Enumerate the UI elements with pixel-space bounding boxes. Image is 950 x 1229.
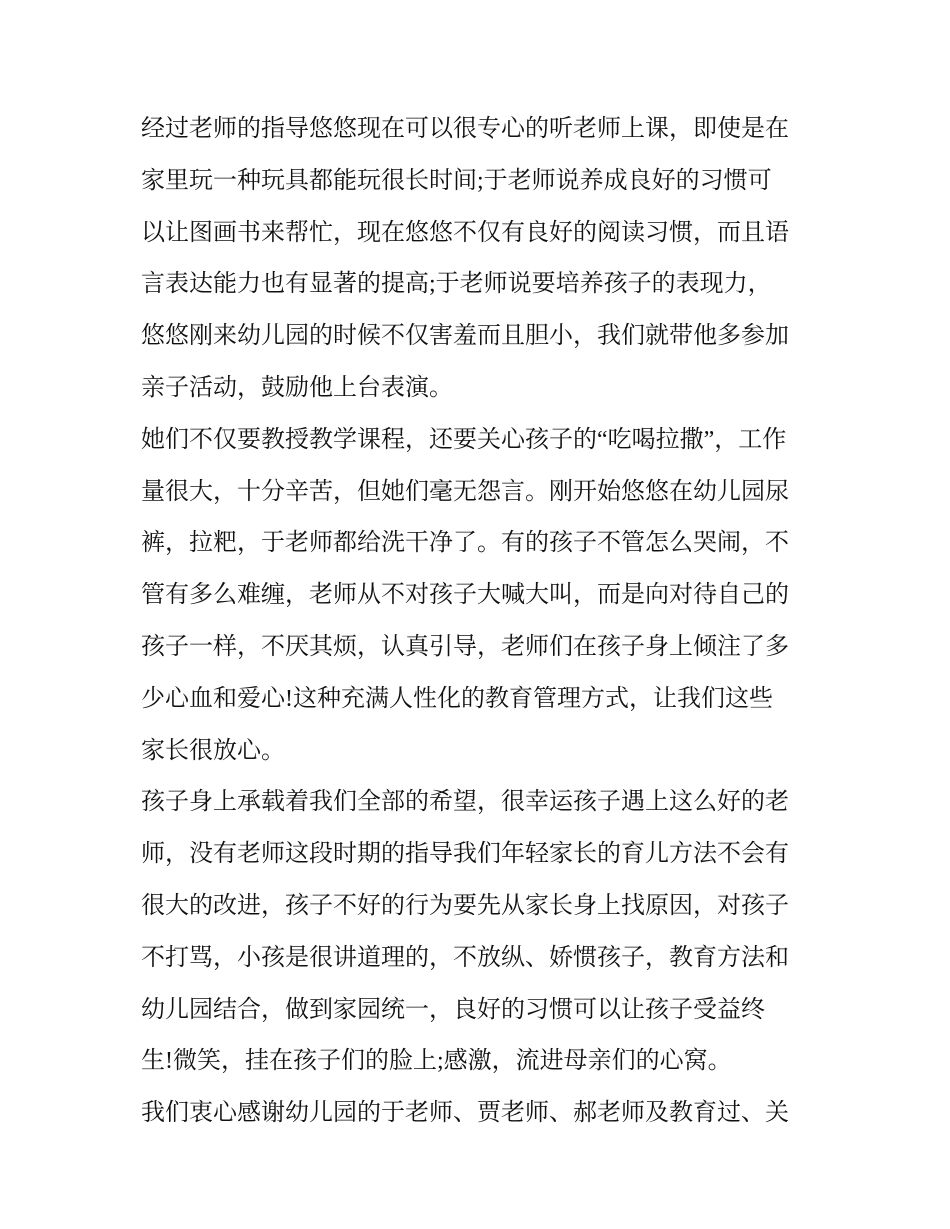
text-line: 以让图画书来帮忙，现在悠悠不仅有良好的阅读习惯，而且语 bbox=[141, 219, 789, 246]
text-line: 她们不仅要教授教学课程，还要关心孩子的“吃喝拉撒”，工作 bbox=[141, 426, 787, 453]
text-line: 裤，拉粑，于老师都给洗干净了。有的孩子不管怎么哭闹，不 bbox=[141, 530, 789, 557]
text-line: 家长很放心。 bbox=[141, 737, 285, 764]
text-line: 家里玩一种玩具都能玩很长时间;于老师说养成良好的习惯可 bbox=[141, 167, 772, 194]
text-line: 幼儿园结合，做到家园统一，良好的习惯可以让孩子受益终 bbox=[141, 996, 765, 1023]
text-line: 言表达能力也有显著的提高;于老师说要培养孩子的表现力， bbox=[141, 271, 772, 298]
text-line: 孩子一样，不厌其烦，认真引导，老师们在孩子身上倾注了多 bbox=[141, 633, 789, 660]
text-line: 孩子身上承载着我们全部的希望，很幸运孩子遇上这么好的老 bbox=[141, 789, 789, 816]
text-line: 亲子活动，鼓励他上台表演。 bbox=[141, 374, 453, 401]
text-line: 管有多么难缠，老师从不对孩子大喊大叫，而是向对待自己的 bbox=[141, 582, 789, 609]
text-line: 量很大，十分辛苦，但她们毫无怨言。刚开始悠悠在幼儿园尿 bbox=[141, 478, 789, 505]
text-line: 悠悠刚来幼儿园的时候不仅害羞而且胆小，我们就带他多参加 bbox=[141, 323, 789, 350]
text-line: 不打骂，小孩是很讲道理的，不放纵、娇惯孩子，教育方法和 bbox=[141, 944, 789, 971]
text-line: 我们衷心感谢幼儿园的于老师、贾老师、郝老师及教育过、关 bbox=[141, 1100, 789, 1127]
text-line: 师，没有老师这段时期的指导我们年轻家长的育儿方法不会有 bbox=[141, 841, 789, 868]
document-page bbox=[141, 104, 821, 1140]
text-line: 少心血和爱心!这种充满人性化的教育管理方式，让我们这些 bbox=[141, 685, 773, 712]
text-line: 经过老师的指导悠悠现在可以很专心的听老师上课，即使是在 bbox=[141, 116, 789, 142]
text-line: 生!微笑，挂在孩子们的脸上;感激，流进母亲们的心窝。 bbox=[141, 1048, 732, 1075]
text-line: 很大的改进，孩子不好的行为要先从家长身上找原因，对孩子 bbox=[141, 892, 789, 919]
